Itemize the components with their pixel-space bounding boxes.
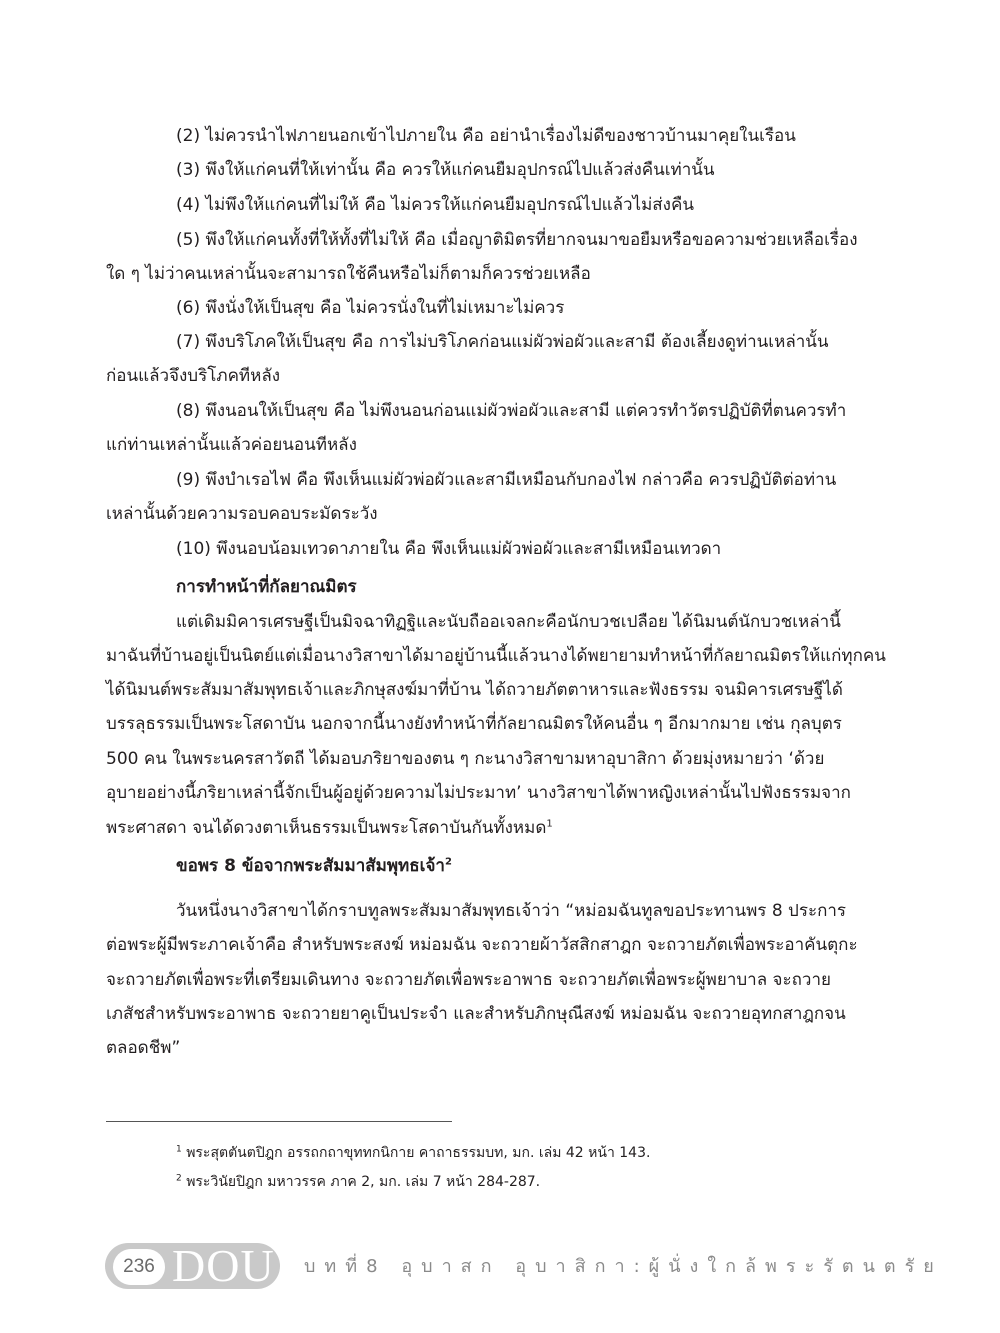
rule-line: (8) พึงนอนให้เป็นสุข คือ ไม่พึงนอนก่อนแม่ผัวพ่อผัวและสามี แต่ควรทำวัตรปฏิบัติที่ตนควรทำ: [176, 401, 847, 421]
paragraph-line: ต่อพระผู้มีพระภาคเจ้าคือ สำหรับพระสงฆ์ หม่อมฉัน จะถวายผ้าวัสสิกสาฎก จะถวายภัตเพื่อพระอาคันตุกะ: [106, 935, 858, 955]
dou-logo: DOU: [172, 1240, 275, 1291]
footnote: [176, 1144, 650, 1162]
rule-line: (9) พึงบำเรอไฟ คือ พึงเห็นแม่ผัวพ่อผัวและสามีเหมือนกับกองไฟ กล่าวคือ ควรปฏิบัติต่อท่าน: [176, 470, 837, 490]
rule-line: (3) พึงให้แก่คนที่ให้เท่านั้น คือ ควรให้แก่คนยืมอุปกรณ์ไปแล้วส่งคืนเท่านั้น: [176, 160, 715, 180]
paragraph-line: อุบายอย่างนี้ภริยาเหล่านี้จักเป็นผู้อยู่ด้วยความไม่ประมาท’ นางวิสาขาได้พาหญิงเหล่านั้นไปฟังธรรมจาก: [106, 783, 851, 803]
paragraph-line: บรรลุธรรมเป็นพระโสดาบัน นอกจากนี้นางยังทำหน้าที่กัลยาณมิตรให้คนอื่น ๆ อีกมากมาย เช่น กุลบุตร: [106, 714, 842, 734]
rule-line: (6) พึงนั่งให้เป็นสุข คือ ไม่ควรนั่งในที่ไม่เหมาะไม่ควร: [176, 298, 565, 318]
rule-line: แก่ท่านเหล่านั้นแล้วค่อยนอนทีหลัง: [106, 435, 357, 455]
rule-line: (2) ไม่ควรนำไฟภายนอกเข้าไปภายใน คือ อย่านำเรื่องไม่ดีของชาวบ้านมาคุยในเรือน: [176, 126, 796, 146]
paragraph-line: วันหนึ่งนางวิสาขาได้กราบทูลพระสัมมาสัมพุทธเจ้าว่า “หม่อมฉันทูลขอประทานพร 8 ประการ: [176, 901, 847, 921]
section-heading: การทำหน้าที่กัลยาณมิตร: [176, 577, 357, 597]
paragraph-line: มาฉันที่บ้านอยู่เป็นนิตย์แต่เมื่อนางวิสาขาได้มาอยู่บ้านนี้แล้วนางได้พยายามทำหน้าที่กัลยาณมิตรให้แก่ทุกคน: [106, 646, 886, 666]
footnote-text: พระวินัยปิฎก มหาวรรค ภาค 2, มก. เล่ม 7 หน้า 284-287.: [186, 1174, 541, 1190]
footnote-ref[interactable]: 1: [546, 818, 553, 830]
footnote-number: 1: [176, 1144, 182, 1155]
footnote: [176, 1173, 540, 1191]
rule-line: เหล่านั้นด้วยความรอบคอบระมัดระวัง: [106, 504, 378, 524]
paragraph-line-text: พระศาสดา จนได้ดวงตาเห็นธรรมเป็นพระโสดาบันกันทั้งหมด: [106, 818, 547, 838]
paragraph-line: [106, 817, 553, 839]
paragraph-line: จะถวายภัตเพื่อพระที่เตรียมเดินทาง จะถวายภัตเพื่อพระอาพาธ จะถวายภัตเพื่อพระผู้พยาบาล จะถวาย: [106, 970, 831, 990]
rule-line: ใด ๆ ไม่ว่าคนเหล่านั้นจะสามารถใช้คืนหรือไม่ก็ตามก็ควรช่วยเหลือ: [106, 264, 591, 284]
rule-line: (4) ไม่พึงให้แก่คนที่ไม่ให้ คือ ไม่ควรให้แก่คนยืมอุปกรณ์ไปแล้วไม่ส่งคืน: [176, 195, 694, 215]
paragraph-line: 500 คน ในพระนครสาวัตถี ได้มอบภริยาของตน ๆ กะนางวิสาขามหาอุบาสิกา ด้วยมุ่งหมายว่า ‘ด้วย: [106, 749, 825, 769]
rule-line: (10) พึงนอบน้อมเทวดาภายใน คือ พึงเห็นแม่ผัวพ่อผัวและสามีเหมือนเทวดา: [176, 539, 722, 559]
paragraph-line: ตลอดชีพ”: [106, 1038, 181, 1058]
footnote-ref[interactable]: 2: [444, 856, 452, 868]
paragraph-line: เภสัชสำหรับพระอาพาธ จะถวายยาคูเป็นประจำ และสำหรับภิกษุณีสงฆ์ หม่อมฉัน จะถวายอุทกสาฎกจน: [106, 1004, 846, 1024]
rule-line: (5) พึงให้แก่คนทั้งที่ให้ทั้งที่ไม่ให้ คือ เมื่อญาติมิตรที่ยากจนมาขอยืมหรือขอความช่วยเหลือเรื่อง: [176, 230, 858, 250]
paragraph-line: ได้นิมนต์พระสัมมาสัมพุทธเจ้าและภิกษุสงฆ์มาที่บ้าน ได้ถวายภัตตาหารและฟังธรรม จนมิคารเศรษฐีได้: [106, 680, 843, 700]
rule-line: (7) พึงบริโภคให้เป็นสุข คือ การไม่บริโภคก่อนแม่ผัวพ่อผัวและสามี ต้องเลี้ยงดูท่านเหล่านั้น: [176, 332, 829, 352]
section-heading-text: ขอพร 8 ข้อจากพระสัมมาสัมพุทธเจ้า: [176, 856, 445, 876]
chapter-title: บทที่8 อุบาสก อุบาสิกา:ผู้นั่งใกล้พระรัตนตรัย: [304, 1256, 943, 1277]
rule-line: ก่อนแล้วจึงบริโภคทีหลัง: [106, 366, 281, 386]
footnote-divider: [106, 1121, 452, 1122]
footnote-text: พระสุตตันตปิฎก อรรถกถาขุททกนิกาย คาถาธรรมบท, มก. เล่ม 42 หน้า 143.: [186, 1145, 651, 1161]
paragraph-line: แต่เดิมมิคารเศรษฐีเป็นมิจฉาทิฏฐิและนับถืออเจลกะคือนักบวชเปลือย ได้นิมนต์นักบวชเหล่านี้: [176, 612, 841, 632]
footnote-number: 2: [176, 1173, 182, 1184]
page-number: 236: [113, 1249, 165, 1285]
section-heading: [176, 855, 452, 877]
